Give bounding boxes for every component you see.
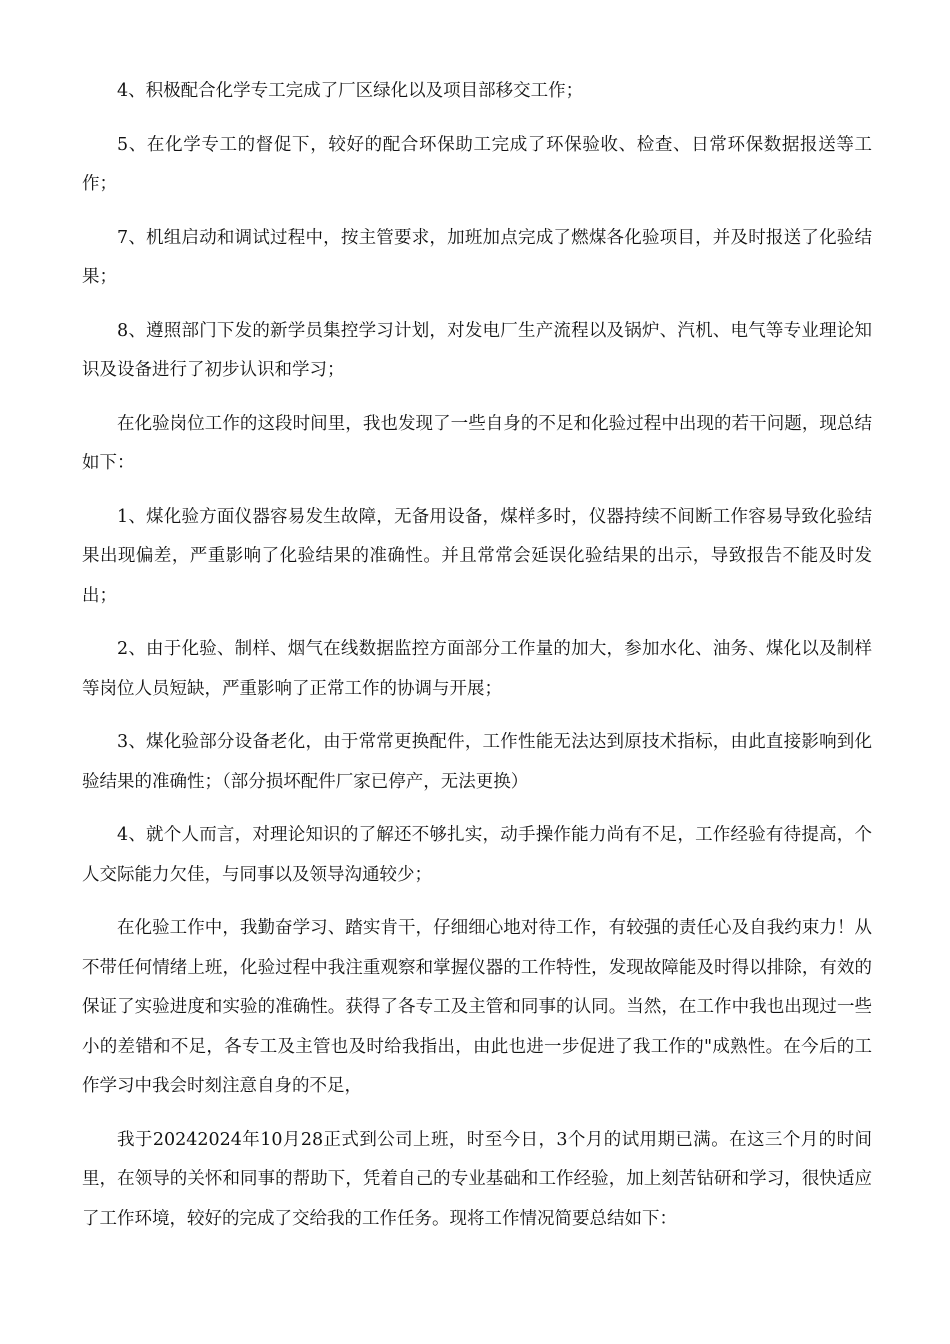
- paragraph-problem-2-staffing: 2、由于化验、制样、烟气在线数据监控方面部分工作量的加大，参加水化、油务、煤化以及制样等岗位人员短缺，严重影响了正常工作的协调与开展；: [82, 639, 872, 699]
- paragraph-problems-intro: 在化验岗位工作的这段时间里，我也发现了一些自身的不足和化验过程中出现的若干问题，现总结如下：: [82, 413, 872, 473]
- paragraph-item-7-unit-startup: 7、机组启动和调试过程中，按主管要求，加班加点完成了燃煤各化验项目，并及时报送了化验结果；: [82, 227, 872, 287]
- paragraph-item-4-greening: 4、积极配合化学专工完成了厂区绿化以及项目部移交工作；: [117, 81, 584, 101]
- paragraph-problem-4-personal: 4、就个人而言，对理论知识的了解还不够扎实，动手操作能力尚有不足，工作经验有待提高，个人交际能力欠佳，与同事以及领导沟通较少；: [82, 825, 872, 885]
- paragraph-item-8-training-plan: 8、遵照部门下发的新学员集控学习计划，对发电厂生产流程以及锅炉、汽机、电气等专业理论知识及设备进行了初步认识和学习；: [82, 320, 872, 380]
- document-body: [82, 72, 872, 1253]
- paragraph-problem-3-equipment: 3、煤化验部分设备老化，由于常常更换配件，工作性能无法达到原技术指标，由此直接影响到化验结果的准确性；（部分损坏配件厂家已停产，无法更换）: [82, 732, 872, 792]
- paragraph-problem-1-instruments: 1、煤化验方面仪器容易发生故障，无备用设备，煤样多时，仪器持续不间断工作容易导致化验结果出现偏差，严重影响了化验结果的准确性。并且常常会延误化验结果的出示，导致报告不能及时发出；: [82, 506, 872, 606]
- paragraph-item-5-environmental: 5、在化学专工的督促下，较好的配合环保助工完成了环保验收、检查、日常环保数据报送等工作；: [82, 134, 872, 194]
- paragraph-probation-summary: 我于20242024年10月28正式到公司上班，时至今日，3个月的试用期已满。在这三个月的时间里，在领导的关怀和同事的帮助下，凭着自己的专业基础和工作经验，加上刻苦钻研和学习，很快适应了工作环境，较好的完成了交给我的工作任务。现将工作情况简要总结如下：: [82, 1129, 872, 1229]
- paragraph-self-assessment: 在化验工作中，我勤奋学习、踏实肯干，仔细细心地对待工作，有较强的责任心及自我约束力！从不带任何情绪上班，化验过程中我注重观察和掌握仪器的工作特性，发现故障能及时得以排除，有效的保证了实验进度和实验的准确性。获得了各专工及主管和同事的认同。当然，在工作中我也出现过一些小的差错和不足，各专工及主管也及时给我指出，由此也进一步促进了我工作的"成熟性。在今后的工作学习中我会时刻注意自身的不足，: [82, 918, 872, 1096]
